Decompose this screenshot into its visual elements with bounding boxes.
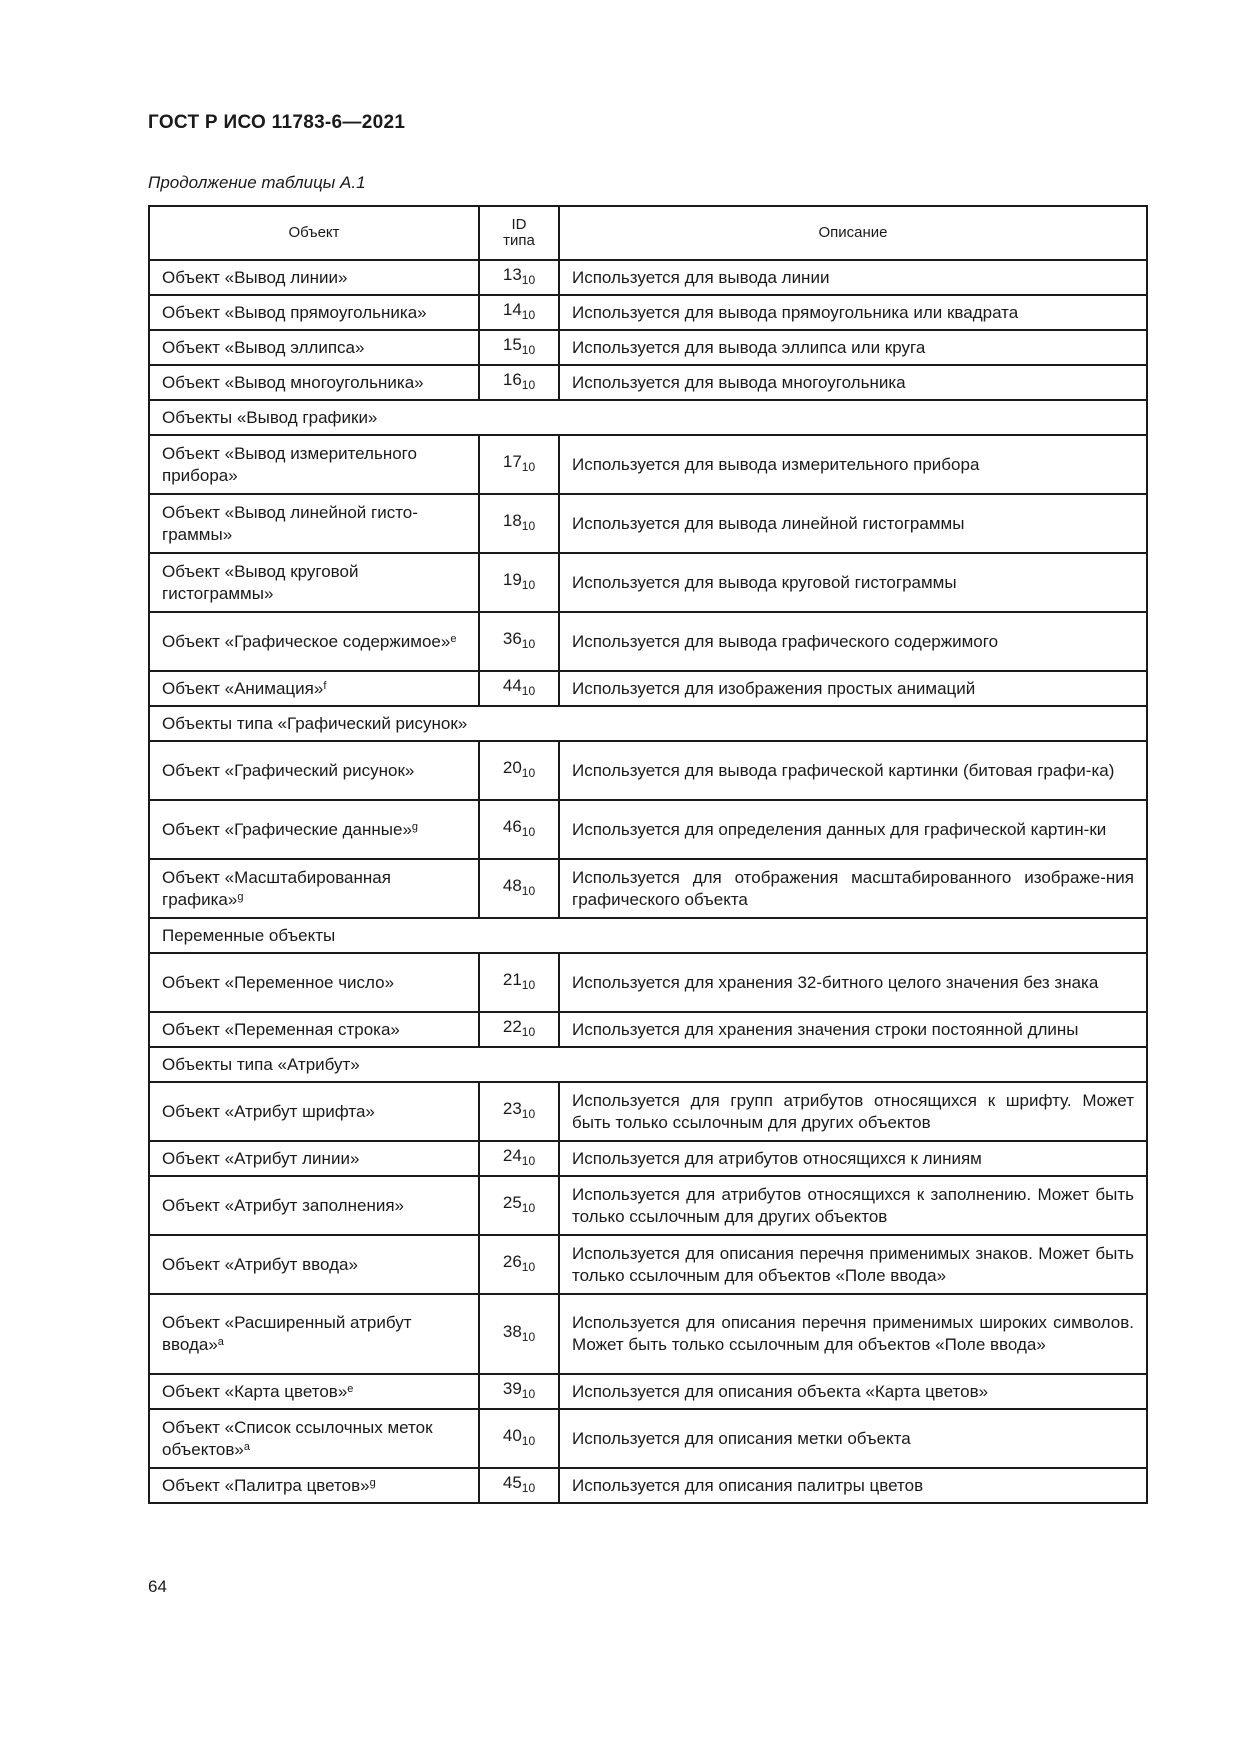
type-id-base: 10: [521, 343, 536, 357]
type-id: 16: [502, 370, 522, 389]
type-id-base: 10: [521, 1260, 536, 1274]
type-id-base: 10: [521, 978, 536, 992]
object-name: Объект «Палитра цветов»: [162, 1475, 370, 1495]
group-row: [149, 1047, 1147, 1082]
table-row: [149, 859, 1147, 918]
object-name: Объект «Атрибут заполнения»: [162, 1195, 404, 1215]
description-cell: Используется для атрибутов относящихся к заполнению. Может быть только ссылочным для других объектов: [559, 1176, 1147, 1235]
description-cell: Используется для хранения 32-битного целого значения без знака: [559, 953, 1147, 1012]
footnote-mark: a: [243, 1440, 250, 1453]
type-id: 40: [502, 1426, 522, 1445]
group-label: Объекты «Вывод графики»: [149, 400, 1147, 435]
type-id-cell: [479, 494, 559, 553]
description-cell: Используется для вывода многоугольника: [559, 365, 1147, 400]
object-cell: [149, 1082, 479, 1141]
column-header-id-line1: ID: [511, 216, 527, 233]
type-id-cell: [479, 800, 559, 859]
description-cell: Используется для описания перечня применимых широких символов. Может быть только ссылочным для объектов «Поле ввода»: [559, 1294, 1147, 1374]
description-cell: Используется для вывода прямоугольника или квадрата: [559, 295, 1147, 330]
type-id-base: 10: [521, 1329, 536, 1344]
description-cell: Используется для атрибутов относящихся к линиям: [559, 1141, 1147, 1176]
object-cell: [149, 295, 479, 330]
table-row: [149, 295, 1147, 330]
description-cell: Используется для вывода линейной гистограммы: [559, 494, 1147, 553]
type-id-cell: [479, 1468, 559, 1503]
object-cell: [149, 553, 479, 612]
objects-table: [148, 205, 1148, 1504]
type-id-cell: [479, 1409, 559, 1468]
type-id-cell: [479, 295, 559, 330]
type-id-base: 10: [521, 825, 536, 839]
type-id: 26: [502, 1252, 522, 1271]
type-id: 38: [502, 1321, 522, 1341]
object-name: Объект «Графический рисунок»: [162, 760, 415, 780]
footnote-mark: g: [237, 890, 244, 903]
description-cell: Используется для описания метки объекта: [559, 1409, 1147, 1468]
page-number: 64: [148, 1577, 167, 1596]
object-cell: [149, 953, 479, 1012]
table-row: [149, 365, 1147, 400]
object-name: Объект «Карта цветов»: [162, 1381, 348, 1401]
description-cell: Используется для изображения простых анимаций: [559, 671, 1147, 706]
table-row: [149, 800, 1147, 859]
description-cell: Используется для описания перечня применимых знаков. Может быть только ссылочным для объектов «Поле ввода»: [559, 1235, 1147, 1294]
object-cell: [149, 859, 479, 918]
group-row: [149, 706, 1147, 741]
footnote-mark: a: [217, 1336, 224, 1348]
type-id: 23: [502, 1099, 522, 1118]
type-id-base: 10: [521, 1154, 536, 1168]
type-id-base: 10: [521, 578, 536, 592]
type-id-base: 10: [521, 1481, 536, 1495]
table-header-row: [149, 206, 1147, 260]
table-row: [149, 741, 1147, 800]
type-id: 36: [502, 629, 522, 648]
description-cell: Используется для описания объекта «Карта цветов»: [559, 1374, 1147, 1409]
type-id-base: 10: [521, 1201, 536, 1215]
table-row: [149, 435, 1147, 494]
type-id: 39: [502, 1379, 522, 1398]
object-name: Объект «Переменное число»: [162, 972, 395, 992]
object-cell: [149, 435, 479, 494]
group-label: Объекты типа «Графический рисунок»: [149, 706, 1147, 741]
table-row: [149, 953, 1147, 1012]
type-id-cell: [479, 553, 559, 612]
object-name: Объект «Список ссылочных меток объектов»: [162, 1417, 433, 1459]
type-id-cell: [479, 330, 559, 365]
type-id-base: 10: [521, 884, 536, 898]
document-header: ГОСТ Р ИСО 11783-6—2021: [148, 112, 406, 133]
type-id: 15: [502, 335, 522, 354]
type-id: 44: [502, 676, 522, 695]
table-row: [149, 1409, 1147, 1468]
object-name: Объект «Графические данные»: [162, 819, 412, 839]
object-cell: [149, 671, 479, 706]
description-cell: Используется для вывода круговой гистограммы: [559, 553, 1147, 612]
type-id-base: 10: [521, 684, 536, 698]
table-row: [149, 1374, 1147, 1409]
description-cell: Используется для вывода эллипса или круга: [559, 330, 1147, 365]
type-id: 46: [502, 817, 522, 836]
table-row: [149, 494, 1147, 553]
table-row: [149, 553, 1147, 612]
type-id: 18: [502, 511, 522, 530]
group-row: [149, 918, 1147, 953]
type-id-cell: [479, 1176, 559, 1235]
object-name: Объект «Масштабированная графика»: [162, 867, 391, 909]
object-cell: [149, 1235, 479, 1294]
table-row: [149, 330, 1147, 365]
type-id-cell: [479, 260, 559, 295]
type-id-cell: [479, 1012, 559, 1047]
type-id-cell: [479, 435, 559, 494]
column-header-id-line2: типа: [503, 232, 535, 249]
type-id: 20: [502, 758, 522, 777]
type-id-cell: [479, 1235, 559, 1294]
table-row: [149, 1082, 1147, 1141]
type-id-base: 10: [521, 519, 536, 533]
object-cell: [149, 1012, 479, 1047]
type-id-base: 10: [521, 1025, 536, 1039]
type-id: 13: [502, 265, 522, 284]
object-cell: [149, 1141, 479, 1176]
description-cell: Используется для вывода линии: [559, 260, 1147, 295]
footnote-mark: e: [347, 1382, 354, 1395]
object-cell: [149, 330, 479, 365]
table-row: [149, 260, 1147, 295]
footnote-mark: g: [411, 820, 419, 833]
type-id-cell: [479, 1082, 559, 1141]
object-cell: [149, 612, 479, 671]
object-name: Объект «Вывод линейной гисто-граммы»: [162, 502, 418, 544]
type-id-base: 10: [521, 460, 536, 474]
object-name: Объект «Вывод эллипса»: [162, 337, 365, 357]
type-id-base: 10: [521, 378, 536, 392]
type-id-cell: [479, 671, 559, 706]
table-row: [149, 612, 1147, 671]
type-id-cell: [479, 1141, 559, 1176]
type-id: 19: [502, 570, 522, 589]
group-label: Переменные объекты: [149, 918, 1147, 953]
description-cell: Используется для вывода измерительного прибора: [559, 435, 1147, 494]
type-id: 22: [502, 1017, 522, 1036]
type-id: 14: [502, 300, 522, 319]
type-id-base: 10: [521, 637, 536, 651]
table-row: [149, 1176, 1147, 1235]
type-id-cell: [479, 741, 559, 800]
description-cell: Используется для описания палитры цветов: [559, 1468, 1147, 1503]
object-cell: [149, 1294, 479, 1374]
table-row: [149, 671, 1147, 706]
type-id-base: 10: [521, 1387, 536, 1401]
type-id: 17: [502, 452, 522, 471]
type-id-cell: [479, 1294, 559, 1374]
object-name: Объект «Вывод прямоугольника»: [162, 302, 427, 322]
description-cell: Используется для вывода графической картинки (битовая графи-ка): [559, 741, 1147, 800]
description-cell: Используется для вывода графического содержимого: [559, 612, 1147, 671]
object-cell: [149, 1374, 479, 1409]
object-cell: [149, 1409, 479, 1468]
column-header-id: [479, 206, 559, 260]
type-id: 45: [502, 1473, 522, 1492]
type-id-base: 10: [521, 1107, 536, 1121]
description-cell: Используется для отображения масштабированного изображе-ния графического объекта: [559, 859, 1147, 918]
description-cell: Используется для групп атрибутов относящихся к шрифту. Может быть только ссылочным для других объектов: [559, 1082, 1147, 1141]
type-id-cell: [479, 1374, 559, 1409]
object-name: Объект «Атрибут ввода»: [162, 1254, 358, 1274]
column-header-description: Описание: [559, 206, 1147, 260]
table-row: [149, 1141, 1147, 1176]
table-row: [149, 1235, 1147, 1294]
object-name: Объект «Вывод круговой гистограммы»: [162, 561, 359, 603]
group-row: [149, 400, 1147, 435]
footnote-mark: g: [369, 1476, 376, 1489]
type-id-cell: [479, 365, 559, 400]
object-cell: [149, 260, 479, 295]
type-id-base: 10: [521, 308, 536, 322]
column-header-object: Объект: [149, 206, 479, 260]
object-name: Объект «Переменная строка»: [162, 1019, 400, 1039]
type-id-base: 10: [521, 1434, 536, 1448]
object-cell: [149, 1468, 479, 1503]
table-row: [149, 1294, 1147, 1374]
type-id-cell: [479, 953, 559, 1012]
type-id: 24: [502, 1146, 522, 1165]
object-name: Объект «Анимация»: [162, 678, 324, 698]
object-name: Объект «Вывод многоугольника»: [162, 372, 424, 392]
object-cell: [149, 365, 479, 400]
object-name: Объект «Расширенный атрибут ввода»: [162, 1313, 412, 1354]
table-row: [149, 1468, 1147, 1503]
description-cell: Используется для хранения значения строки постоянной длины: [559, 1012, 1147, 1047]
object-name: Объект «Вывод линии»: [162, 267, 348, 287]
object-name: Объект «Вывод измерительного прибора»: [162, 443, 417, 485]
object-cell: [149, 494, 479, 553]
footnote-mark: f: [323, 679, 327, 692]
type-id-base: 10: [521, 766, 536, 780]
group-label: Объекты типа «Атрибут»: [149, 1047, 1147, 1082]
object-cell: [149, 741, 479, 800]
type-id-base: 10: [521, 273, 536, 287]
table-row: [149, 1012, 1147, 1047]
type-id: 48: [502, 876, 522, 895]
type-id: 21: [502, 970, 522, 989]
object-name: Объект «Атрибут шрифта»: [162, 1101, 375, 1121]
description-cell: Используется для определения данных для графической картин-ки: [559, 800, 1147, 859]
object-name: Объект «Графическое содержимое»: [162, 631, 451, 651]
footnote-mark: e: [450, 632, 457, 645]
object-name: Объект «Атрибут линии»: [162, 1148, 360, 1168]
type-id: 25: [502, 1193, 522, 1212]
type-id-cell: [479, 859, 559, 918]
object-cell: [149, 800, 479, 859]
object-cell: [149, 1176, 479, 1235]
table-caption: Продолжение таблицы А.1: [148, 173, 366, 192]
type-id-cell: [479, 612, 559, 671]
